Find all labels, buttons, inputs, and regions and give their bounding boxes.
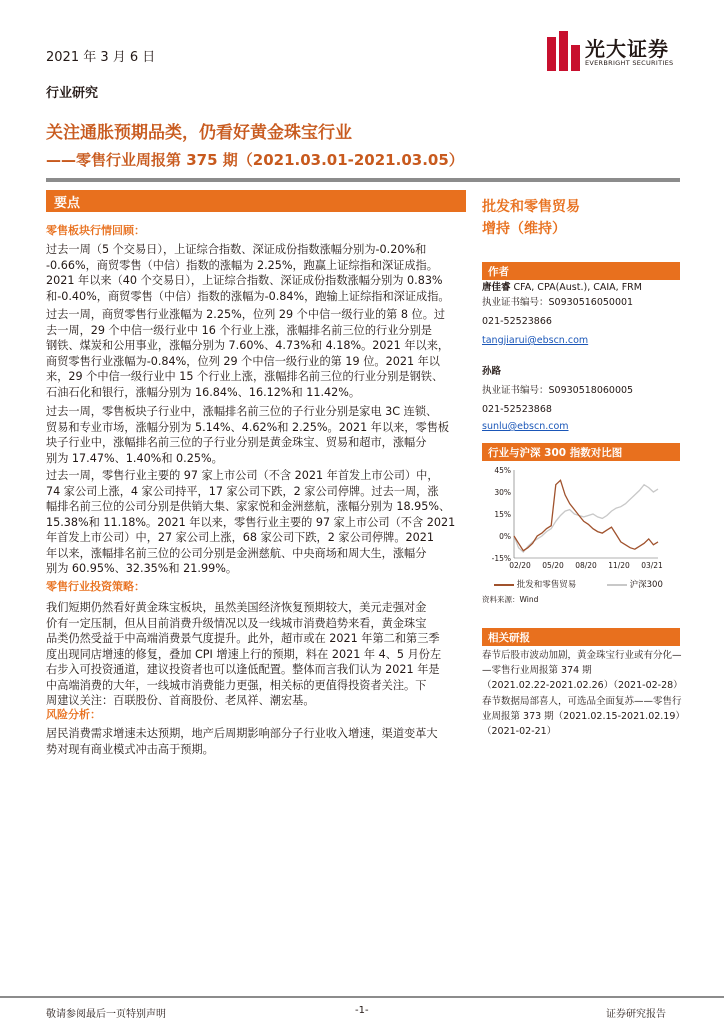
y-tick-label: 45% <box>494 466 511 475</box>
logo-text-cn: 光大证券 <box>585 37 669 61</box>
author2-email-link[interactable]: sunlu@ebscn.com <box>482 421 569 432</box>
report-date: 2021 年 3 月 6 日 <box>46 50 156 65</box>
x-tick-label: 02/20 <box>509 561 531 570</box>
author1-block <box>482 280 642 348</box>
review-heading: 零售板块行情回顾： <box>46 224 145 237</box>
key-points-label: 要点 <box>54 196 81 211</box>
author1-name: 唐佳睿 <box>482 282 511 293</box>
related-report-1[interactable]: 春节后股市波动加剧，黄金珠宝行业或有分化— —零售行业周报第 374 期 （2021.02.22-2021.02.26）（2021-02-28） <box>482 650 683 691</box>
authors-bar <box>482 262 680 280</box>
author1-license: 执业证书编号：S0930516050001 <box>482 297 634 308</box>
paragraph-market-review: 过去一周（5 个交易日），上证综合指数、深证成份指数涨幅分别为-0.20%和 -0.66%，商贸零售（中信）指数的涨幅为 2.25%，跑赢上证综指和深证成指。 2021 年以来（40 个交易日），上证综合指数、深证成份指数涨幅分别为 0.83% 和-0.40%，商贸零售（中信）指数的涨幅为-0.84%，跑输上证综指和深证成指。 <box>46 243 450 303</box>
x-tick-label: 08/20 <box>575 561 597 570</box>
chart-bar <box>482 443 680 461</box>
y-tick-label: 15% <box>494 510 511 519</box>
header-divider <box>46 178 680 182</box>
report-category: 行业研究 <box>46 86 99 101</box>
risk-heading: 风险分析： <box>46 708 101 721</box>
paragraph-strategy: 我们短期仍然看好黄金珠宝板块，虽然美国经济恢复预期较大，美元走强对金 价有一定压制，但从目前消费升级情况以及一线城市消费趋势来看，黄金珠宝 品类仍然受益于中高端消费景气度提升。此外，超市或在 2021 年第二和第三季 度出现同店增速的修复，叠加 CPI 增速上行的预期，料在 2021 年 4、5 月份左 右步入可投资通道，建议投资者也可以逢低配置。整体而言我们认为 2021 年是 中高端消费的大年，一线城市消费能力更强，相关标的更值得投资者关注。下 周建议关注：百联股份、首商股份、老凤祥、潮宏基。 <box>46 601 442 707</box>
author2-name: 孙路 <box>482 366 502 377</box>
y-tick-label: 0% <box>499 532 511 541</box>
x-tick-label: 05/20 <box>542 561 564 570</box>
legend-label-retail: 批发和零售贸易 <box>516 580 577 590</box>
related-bar <box>482 628 680 646</box>
y-tick-label: -15% <box>491 554 511 563</box>
author1-phone: 021-52523866 <box>482 316 552 327</box>
strategy-heading: 零售行业投资策略： <box>46 580 145 593</box>
key-points-bar <box>46 190 466 212</box>
footer-divider <box>0 996 724 998</box>
industry-rating <box>482 196 580 240</box>
chart-legend <box>494 578 663 590</box>
series-line-hs300 <box>514 485 658 552</box>
rating: 增持（维持） <box>482 221 566 237</box>
author2-block <box>482 364 633 434</box>
author2-phone: 021-52523868 <box>482 404 552 415</box>
legend-swatch-retail <box>494 584 514 586</box>
authors-label: 作者 <box>488 266 509 278</box>
x-tick-label: 03/21 <box>641 561 663 570</box>
paragraph-risk: 居民消费需求增速未达预期，地产后周期影响部分子行业收入增速，渠道变革大 势对现有商业模式冲击高于预期。 <box>46 727 438 756</box>
author1-email-link[interactable]: tangjiarui@ebscn.com <box>482 335 589 346</box>
page-number: -1- <box>355 1005 369 1016</box>
brand-logo <box>547 31 709 71</box>
footer-disclaimer: 敬请参阅最后一页特别声明 <box>46 1009 166 1020</box>
related-label: 相关研报 <box>488 632 530 644</box>
legend-swatch-hs300 <box>607 584 627 586</box>
industry-name: 批发和零售贸易 <box>482 199 580 215</box>
paragraph-companies: 过去一周，零售行业主要的 97 家上市公司（不含 2021 年首发上市公司）中， 74 家公司上涨，4 家公司持平，17 家公司下跌，2 家公司停牌。过去一周，涨 幅排名前三位的公司分别是供销大集、家家悦和金洲慈航，涨幅分别为 18.95%、 15.38%和 11.18%。2021 年以来，零售行业主要的 97 家上市公司（不含 2021 年首发上市公司）中，27 家公司上涨，68 家公司下跌，2 家公司停牌。2021 年以来，涨幅排名前三位的公司分别是金洲慈航、中央商场和周大生，涨幅分 别为 60.95%、32.35%和 21.99%。 <box>46 469 456 575</box>
author2-license: 执业证书编号：S0930518060005 <box>482 385 634 396</box>
paragraph-industry-ranking: 过去一周，商贸零售行业涨幅为 2.25%，位列 29 个中信一级行业的第 8 位。过 去一周，29 个中信一级行业中 16 个行业上涨，涨幅排名前三位的行业分别是 钢铁、煤炭和公用事业，涨幅分别为 7.60%、4.73%和 4.18%。2021 年以来， 商贸零售行业涨幅为-0.84%，位列 29 个中信一级行业的第 19 位。2021 年以 来，29 个中信一级行业中 15 个行业上涨，涨幅排名前三位的行业分别是钢铁、 石油石化和银行，涨幅分别为 16.84%、16.12%和 11.42%。 <box>46 308 450 399</box>
author1-cert: CFA, CPA(Aust.), CAIA, FRM <box>513 282 642 293</box>
logo-mark-icon <box>547 31 581 71</box>
comparison-line-chart <box>482 464 680 574</box>
paragraph-subsector: 过去一周，零售板块子行业中，涨幅排名前三位的子行业分别是家电 3C 连锁、 贸易和专业市场，涨幅分别为 5.14%、4.62%和 2.25%。2021 年以来，零售板 块子行业中，涨幅排名前三位的子行业分别是黄金珠宝、贸易和超市，涨幅分 别为 17.47%、1.40%和 0.25%。 <box>46 405 450 465</box>
y-tick-label: 30% <box>494 488 511 497</box>
logo-text-en: EVERBRIGHT SECURITIES <box>585 59 674 67</box>
chart-label: 行业与沪深 300 指数对比图 <box>488 447 623 459</box>
x-tick-label: 11/20 <box>608 561 630 570</box>
related-report-2[interactable]: 春节数据局部喜人，可选品全面复苏——零售行 业周报第 373 期（2021.02.15-2021.02.19） （2021-02-21） <box>482 696 685 737</box>
report-title: 关注通胀预期品类，仍看好黄金珠宝行业 <box>46 123 352 143</box>
report-subtitle: ——零售行业周报第 375 期（2021.03.01-2021.03.05） <box>46 151 464 169</box>
legend-label-hs300: 沪深300 <box>629 580 663 590</box>
footer-report-type: 证券研究报告 <box>606 1009 666 1020</box>
chart-source: 资料来源：Wind <box>482 595 539 604</box>
